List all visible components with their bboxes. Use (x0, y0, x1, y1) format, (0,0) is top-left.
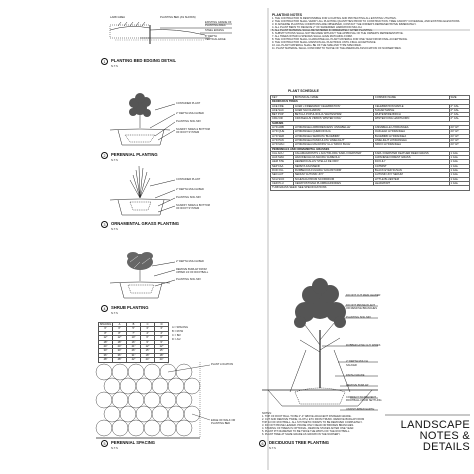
callout-container-plant: CONTAINER PLANT (176, 178, 201, 181)
schedule-header: KEY BOTANICAL NAME COMMON NAME SIZE (271, 96, 470, 100)
perennial-foliage (129, 93, 151, 117)
table-row: 36" 36" 31" 18" 18" (99, 353, 169, 357)
callout-soil-mix: PLANTING SOIL MIX (176, 278, 201, 281)
detail-scale: N.T.S (269, 446, 276, 450)
detail-title-perennial: PERENNIAL PLANTING (111, 152, 158, 157)
table-row: ACE SAC ACER SACCHARUM SUGAR MAPLE 2" CAL (271, 108, 470, 112)
table-row: SED AUT SEDUM 'AUTUMN JOY' AUTUMN JOY SEDUM 1 GAL (271, 173, 470, 177)
table-row: HYD SER HYDRANGEA SERRATA 'BLUEBIRD' BLUEBIRD HYDRANGEA 24" HT (271, 134, 470, 138)
callout-mulch: 2" DEPTH MULCH (346, 360, 368, 363)
spacing-legend-c: C = B/2 (172, 334, 181, 337)
callout-rootball: ROOTBALL FROM SETTLING (346, 399, 382, 402)
callout-plant-location: PLANT LOCATION (211, 363, 234, 366)
table-row: 30" 30" 26" 15" 15" (99, 349, 169, 353)
planting-note: 9. THE CONTRACTOR SHALL MAINTAIN ALL PLANTINGS UNTIL FINAL ACCEPTANCE. (272, 41, 377, 44)
schedule-footer: TURFGRASS SEED: SEE SPECIFICATIONS (271, 186, 470, 190)
planting-note: 3. IF ADVERSE PLANTING CONDITIONS ARE OBSERVED, CONTACT THE OWNER'S REPRESENTATIVE IMMEDIATELY. (272, 23, 417, 26)
detail-scale: N.T.S (111, 311, 118, 315)
tree-canopy (294, 278, 346, 328)
planting-note: 1. THE CONTRACTOR IS RESPONSIBLE FOR LOCATING AND PROTECTING ALL EXISTING UTILITIES. (272, 17, 397, 20)
callout-remove-burlap: REMOVE BURLAP FROM (176, 268, 207, 271)
plant-schedule-table (270, 95, 470, 191)
planting-note: 6. SUBSTITUTIONS SHALL NOT BE MADE WITHOUT THE APPROVAL OF THE OWNER'S REPRESENTATIVE. (272, 32, 404, 35)
callout-steel-edging: STEEL EDGING (205, 29, 225, 32)
tree-note: 4. STAKING OF TREES IS OPTIONAL, REMOVE STAKES AFTER ONE YEAR. (262, 427, 355, 430)
callout-planting-bed: PLANTING BED (211, 422, 231, 425)
callout-saucer: SAUCER (346, 364, 357, 367)
sheet-title-block (392, 420, 470, 453)
planting-note: 5. ALL PLANT MATERIAL SHALL BE WATERED IN IMMEDIATELY AFTER PLANTING. (272, 29, 373, 32)
sheet-title-line2: NOTES & DETAILS (419, 430, 470, 453)
table-row: HYD PAN HYDRANGEA PANICULATA 'LIMELIGHT' LIMELIGHT HYDRANGEA 24" HT (271, 138, 470, 142)
callout-planting-area: PLANTING AREA (205, 24, 226, 27)
detail-title-planting-bed: PLANTING BED EDGING DETAIL (111, 58, 177, 63)
spacing-legend-a: A = SPACING (172, 326, 189, 329)
tree-note: 5. PLANT PIT DIAMETER TO BE TWICE THE WIDTH OF THE ROOTBALL. (262, 430, 351, 433)
spacing-table-header: SPACING A B C D (99, 323, 169, 327)
table-row: HYD ARB HYDRANGEA ARBORESCENS 'ANNABELLE' ANNABELLE HYDRANGEA 24" HT (271, 126, 470, 130)
table-row: 48" 48" 42" 24" 24" (99, 358, 169, 362)
table-row: 18" 18" 16" 9" 9" (99, 340, 169, 344)
callout-remove-branches: OR REMOVE BRANCHES (346, 307, 377, 310)
table-row: NEP FAA NEPETA FAASSENII CATMINT 1 GAL (271, 164, 470, 168)
callout-mulch-bed: 2" DEPTH MULCH BED (176, 188, 204, 191)
table-row: BET POP BETULA POPULIFOLIA 'WHITESPIRE' WHITESPIRE BIRCH 2" CAL (271, 113, 470, 117)
callout-soil-mix: PLANTING SOIL MIX (176, 196, 201, 199)
detail-number-3: 3 (101, 221, 108, 228)
callout-container-plant: CONTAINER PLANT (176, 102, 201, 105)
callout-depth: 8" DEPTH (205, 35, 217, 38)
spacing-table (98, 322, 169, 363)
callout-mulch-bed: 2" DEPTH MULCH BED (176, 260, 204, 263)
table-row: ACE FRE ACER x FREEMANII 'CELEBRATION' CELEBRATION MAPLE 2" CAL (271, 104, 470, 108)
detail-number-2: 2 (101, 152, 108, 159)
plant-schedule-heading: PLANT SCHEDULE (288, 89, 319, 93)
table-row: CER PLU CERATOSTIGMA PLUMBAGINOIDES LEADWORT 1 GAL (271, 181, 470, 185)
shrub-foliage (127, 252, 153, 270)
table-row: CRA VIR CRATAEGUS VIRIDIS 'WINTER KING' WINTER KING HAWTHORN 2" CAL (271, 117, 470, 121)
callout-scarify: SCARIFY SIDES & BOTTOM (176, 204, 210, 207)
table-row: HEM STE HEMEROCALLIS 'STELLA DE ORO' DAYLILY 1 GAL (271, 160, 470, 164)
callout-upper-third: UPPER 1/3 OF ROOTBALL (176, 271, 209, 274)
table-row: 8" 8" 7" 4" 4" (99, 331, 169, 335)
table-row: HYD QUE HYDRANGEA QUERCIFOLIA OAKLEAF HYDRANGEA 24" HT (271, 130, 470, 134)
schedule-group: PERENNIALS AND ORNAMENTAL GRASSES (271, 147, 470, 151)
schedule-group: DECIDUOUS TREES (271, 100, 470, 104)
planting-note: 8. THE CONTRACTOR SHALL GUARANTEE ALL PLANT MATERIAL FOR ONE YEAR FROM FINAL ACCEPTANCE. (272, 38, 408, 41)
table-row: SCH SCO SCHIZACHYRIUM SCOPARIUM LITTLE BLUESTEM 1 GAL (271, 177, 470, 181)
callout-guy-wires: RUBBER HOSE GUY WIRES (346, 344, 381, 347)
sheet-title-line1: LANDSCAPE (400, 419, 470, 431)
table-row: 12" 12" 10" 6" 6" (99, 336, 169, 340)
planting-note: 11. PLANT MATERIAL SHALL CONFORM TO THOSE OF THE AMERICAN ASSOCIATION OF NURSERYMEN. (272, 47, 402, 50)
tree-note: 1. TOP OF ROOT BALL TO BE 2"-3" ABOVE ADJACENT FINISHED GRADE. (262, 415, 352, 418)
table-row: 24" 24" 21" 12" 12" (99, 345, 169, 349)
tree-note: 3. DO NOT PRUNE LEADER. PRUNE ONLY DEAD OR BROKEN BRANCHES. (262, 424, 354, 427)
callout-main-leader: DO NOT CUT MAIN LEADER (346, 294, 381, 297)
schedule-group: SHRUBS (271, 121, 470, 125)
tree-notes-heading: NOTES: (262, 412, 272, 415)
detail-number-5: 5 (101, 440, 108, 447)
planting-note: 7. ALL TREES WITHIN A SPECIES SHALL HAVE MATCHING FORM. (272, 35, 353, 38)
planting-notes-heading: PLANTING NOTES (272, 13, 302, 17)
callout-root-system: OF ROOT SYSTEM (176, 131, 200, 134)
callout-mulch-bed: 2" DEPTH MULCH BED (176, 112, 204, 115)
callout-soil-mix: PLANTING SOIL MIX (346, 316, 371, 319)
table-row: 6" 6" 5" 3" 3" (99, 327, 169, 331)
callout-vertical-edge: VERTICAL EDGE (205, 38, 226, 41)
callout-finish-grade: FINISH GRADE (346, 374, 365, 377)
detail-number-1: 1 (101, 58, 108, 65)
grass-drawing (110, 166, 175, 215)
detail-scale: N.T.S (111, 64, 118, 68)
planting-note: 4. ALL PLANT BEDS TO RECEIVE 2" OF SHREDDED HARDWOOD MULCH. (272, 26, 363, 29)
planting-note: 10. ALL PLANT MATERIAL SHALL BE OF THE SIZE AND TYPE SPECIFIED. (272, 44, 362, 47)
tree-note: 6. PLANT TREE AT SAME GRADE AS GROWN IN THE NURSERY. (262, 433, 341, 436)
detail-scale: N.T.S (111, 158, 118, 162)
table-row: HYD MAC HYDRANGEA MACROPHYLLA 'NIKKO BLUE' NIKKO HYDRANGEA 24" HT (271, 143, 470, 147)
spacing-legend-b: B = ROW (172, 330, 184, 333)
callout-do-not-prune: DO NOT PRUNE PLANT (346, 304, 375, 307)
callout-remove-burlap: REMOVE BURLAP (346, 384, 369, 387)
detail-title-shrub: SHRUB PLANTING (111, 305, 149, 310)
callout-existing-grade: EXISTING GRADE OF (205, 21, 232, 24)
tree-note: TOP 1/3 OF ROOTBALL. ALL SYNTHETIC WRAPS TO BE REMOVED COMPLETELY. (262, 421, 363, 424)
table-row: CAL ACU CALAMAGROSTIS x ACUTIFLORA 'KARL FOERSTER' KARL FOERSTER FEATHER REED GRASS 1 GAL (271, 151, 470, 155)
detail-number-6: 6 (259, 440, 266, 447)
table-row: RUD FUL RUDBECKIA FULGIDA 'GOLDSTURM' BLACK EYED SUSAN 1 GAL (271, 169, 470, 173)
callout-soil-mix: PLANTING SOIL MIX (176, 120, 201, 123)
detail-title-spacing: PERENNIAL SPACING (111, 440, 156, 445)
callout-lawn-area: LAWN AREA (110, 16, 126, 19)
callout-scarify: SCARIFY SIDES & BOTTOM (176, 128, 210, 131)
callout-planting-bed: PLANTING BED (AS SHOWN) (160, 16, 196, 19)
detail-scale: N.T.S (111, 227, 118, 231)
spacing-legend-d: D = A/2 (172, 338, 181, 341)
detail-number-4: 4 (101, 305, 108, 312)
table-row: HAK MAC HAKONECHLOA MACRA 'AUREOLA' JAPANESE FOREST GRASS 1 GAL (271, 156, 470, 160)
detail-title-grass: ORNAMENTAL GRASS PLANTING (111, 221, 180, 226)
spacing-grid (96, 362, 210, 438)
detail-scale: N.T.S (111, 446, 118, 450)
callout-root-system: OF ROOT SYSTEM (176, 207, 200, 210)
callout-edge-of-walk: EDGE OF WALK OR (211, 419, 236, 422)
tree-note: 2. CUT AND REMOVE TWINE, CLOTH, ETC FROM TRUNK. REMOVE BURLAP FROM (262, 418, 365, 421)
callout-compact: COMPACT TO PREVENT (346, 396, 376, 399)
detail-title-tree: DECIDUOUS TREE PLANTING (269, 440, 330, 445)
planting-note: 2. THE CONTRACTOR SHALL VERIFY ALL PLANTING QUANTITIES PRIOR TO CONSTRUCTION. TREE CANOPY COVERAGE, AND EXISTING ELEVATIONS. (272, 20, 461, 23)
callout-undisturbed: UNDISTURBED EARTH (346, 408, 375, 411)
